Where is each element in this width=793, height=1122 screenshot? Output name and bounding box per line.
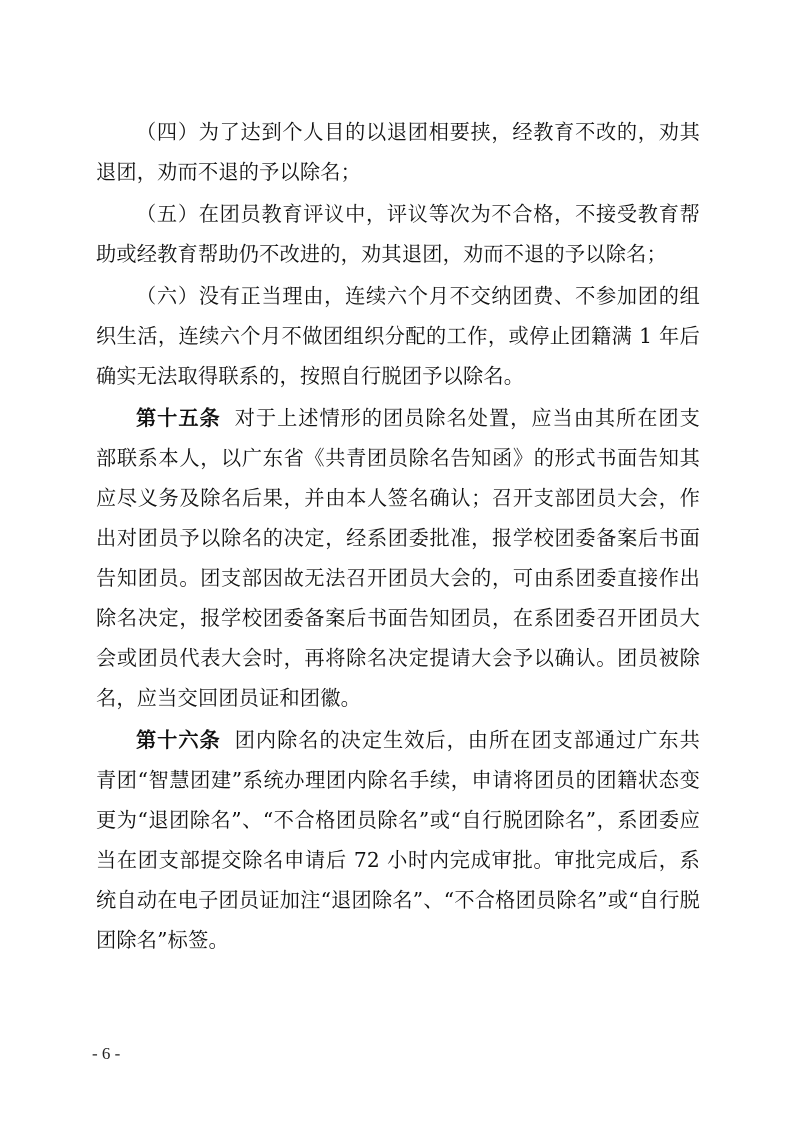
paragraph-text: （五）在团员教育评议中，评议等次为不合格，不接受教育帮助或经教育帮助仍不改进的，劝其退团，劝而不退的予以除名； <box>96 202 700 266</box>
paragraph-text: （四）为了达到个人目的以退团相要挟，经教育不改的，劝其退团，劝而不退的予以除名； <box>96 120 700 184</box>
paragraph-item-4 <box>96 112 700 192</box>
paragraph-article-15 <box>96 398 700 718</box>
paragraph-article-16 <box>96 720 700 960</box>
article-heading: 第十五条 <box>136 406 221 430</box>
page-number: - 6 - <box>92 1044 121 1063</box>
paragraph-text: （六）没有正当理由，连续六个月不交纳团费、不参加团的组织生活，连续六个月不做团组织分配的工作，或停止团籍满 1 年后确实无法取得联系的，按照自行脱团予以除名。 <box>96 284 700 388</box>
article-heading: 第十六条 <box>136 728 221 752</box>
paragraph-text: 对于上述情形的团员除名处置，应当由其所在团支部联系本人，以广东省《共青团员除名告知函》的形式书面告知其应尽义务及除名后果，并由本人签名确认；召开支部团员大会，作出对团员予以除名的决定，经系团委批准，报学校团委备案后书面告知团员。团支部因故无法召开团员大会的，可由系团委直接作出除名决定，报学校团委备案后书面告知团员，在系团委召开团员大会或团员代表大会时，再将除名决定提请大会予以确认。团员被除名，应当交回团员证和团徽。 <box>96 406 700 710</box>
document-body <box>96 112 700 960</box>
paragraph-item-6 <box>96 276 700 396</box>
paragraph-text: 团内除名的决定生效后，由所在团支部通过广东共青团“智慧团建”系统办理团内除名手续，申请将团员的团籍状态变更为“退团除名”、“不合格团员除名”或“自行脱团除名”，系团委应当在团支部提交除名申请后 72 小时内完成审批。审批完成后，系统自动在电子团员证加注“退团除名”、“不合格团员除名”或“自行脱团除名”标签。 <box>96 728 700 952</box>
paragraph-item-5 <box>96 194 700 274</box>
